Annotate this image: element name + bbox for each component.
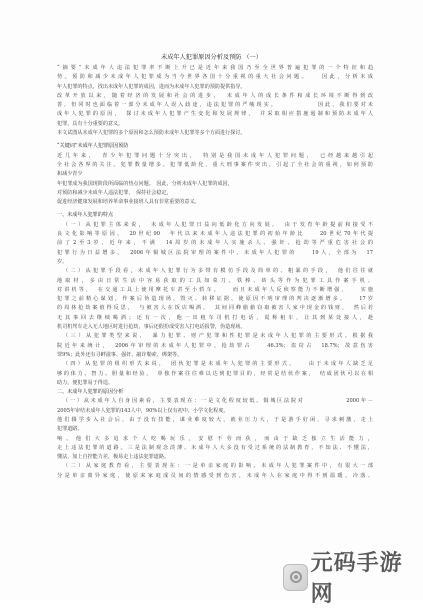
text-line: 前了2至3岁，近年来，不满 14周岁的未成年人实施杀人、强奸、抢劫等严重危害社会的: [57, 240, 373, 247]
text-line: （二）从家庭教育看，主要表现在：一是单亲家庭的影响。未成年人犯罪案件中，有很大一部: [63, 463, 373, 470]
text-line: “关键词”未成年人犯罪原因预防: [57, 143, 129, 150]
watermark-text: 元码手游网: [310, 551, 403, 607]
text-line: 响。他们大多追求个人吃喝玩乐，安慰不劳而获，而由于缺乏独立生活能力，: [57, 435, 373, 442]
text-line: （一）从未成年人自身因素看，主要表现在：一是文化程度较低。铜城区法院对 2000年－: [63, 398, 373, 405]
watermark: [283, 551, 415, 607]
text-line: 机司机驾车走入无人地区时进行抢劫，事后还假扮成受害人打电话报警，伪造现场。: [57, 324, 246, 331]
text-line: 犯罪，具有十分重要的意义。: [57, 120, 124, 127]
text-line: 犯罪之前精心谋划，作案后伪造现场，毁灭、转移证据，使原因不明审理的判决逐渐增多。 17岁: [57, 296, 373, 303]
text-line: 助力，便犯罪易于得逞。: [57, 379, 114, 386]
text-line: （二）从犯罪手段看，未成年人犯罪行为多带有模仿手段及简单的、粗暴的手段， 他们往往就: [63, 268, 373, 275]
text-line: 岁。: [57, 258, 68, 265]
text-line: 罪9%；此外还有寻衅滋事、强奸、敲诈勒索、绑架等。: [57, 351, 183, 358]
text-line: 本文试图从未成年人犯罪的多个原因和怎么预防未成年人犯罪等多个方面进行探讨。: [57, 130, 246, 137]
text-line: 改革开放以来，随着经济的发展和社会的进步， 未成年人的成长条件和成长环境不断得到改: [57, 92, 373, 99]
text-line: 够的体力、智力、胆量和经验， 单独作案往往难以达到犯罪目的，经常是结伙作案， 结成团伙可以在相: [57, 370, 373, 377]
text-line: “摘要”未成年人违法犯罪率不断上升已是近年来我国乃至全世界普遍犯罪的一个特征和趋: [57, 65, 373, 71]
text-line: 懂法，加上自控能力差，极易走上违法犯罪道路。: [57, 454, 170, 461]
text-line: 无其事回去继续喝酒；还有一次，他一出租车司机打电话，谎称租车，让其到某处接人，趁: [57, 314, 373, 321]
text-line: 年人犯罪的特点，找出未成年人犯罪的成因，进而为未成年人犯罪的预防提供指导。: [57, 83, 246, 90]
text-line: 2005年审结未成年人犯罪的143人中，90%以上仅有初中、小学文化程度。: [57, 407, 229, 414]
text-line: 他们辍学步入社会后，由于没有技能，谋业难度较大，就业压力大，于是游手好闲，寻求刺激，走上: [57, 416, 373, 423]
text-line: 势。预防和减少未成年人犯罪成为当今世界各国十分重视的重大社会问题。 因此，分析未成: [57, 74, 373, 81]
document-body: [57, 64, 373, 481]
text-line: 院近年来统计， 2006年审理的未成年人犯罪中，抢劫罪占 46.3%；盗窃占 18.7%；故意伤害: [57, 342, 373, 349]
text-line: 犯罪道路。: [57, 426, 83, 433]
text-line: （三）从犯罪类型来说， 暴力犯罪、财产犯罪和性犯罪是未成年人犯罪的主要形式。根据我: [63, 333, 373, 340]
text-line: 和减少青少: [57, 171, 83, 178]
text-line: 促进经济健康发展和培养革命事业接班人具有非常重要的意义。: [57, 199, 200, 206]
text-line: 的周林抢劫案值得反思， 与被害人在饭店喝酒， 其间同峰偷偷窃取被害人家中现金的钱财， 然后若: [57, 305, 373, 312]
text-line: （四）从犯罪的组织形式来说， 团伙犯罪是未成年人犯罪的主要形式。 由于未成年人缺乏足: [63, 361, 373, 368]
app-logo-icon: [283, 564, 308, 591]
text-line: 全社会各界的关注。犯罪数量增多，犯罪低龄化，重大刑事案件突出，引起了全社会的重视，如何预防: [57, 161, 373, 168]
document-title: 未成年人犯罪原因分析及预防 （一）: [161, 54, 262, 61]
text-line: 分是单亲离异家庭，使原来家庭成员间的情感受到伤害，未成年人在家庭中得不到温暖，冷落、: [57, 472, 373, 479]
text-line: 走上违法犯罪的道路。三是法制观念淡薄。未成年人大多没有受过系统的法制教育，不知法、不懂法，: [57, 444, 373, 451]
text-line: 对预防和减少未成年人违法犯罪， 保持社会稳定，: [57, 189, 172, 196]
text-line: 犯罪行为日益增多。 2006年铜城区法院审理的案件中，未成年人犯罪的 19人，全部为 17: [57, 249, 373, 256]
text-line: （一）从犯罪主体来说， 未成年人犯罪日益向低龄化方向发展。 由于发育年龄提前和接受不: [63, 221, 373, 228]
text-line: 良文化影响等原因， 20世纪90 年代以来未成年人违法犯罪的初始年龄比 20世纪70年代提: [57, 231, 373, 238]
text-line: 近几年来， 青少年犯罪问题十分突出， 特别是我国未成年人犯罪问题， 已经越来越引起: [57, 152, 373, 159]
text-line: 成年人犯罪的原因， 探讨未成年人犯罪产生变化和发展规律， 并采取相应措施遏制和预防未成年人: [57, 111, 373, 118]
text-line: 对讲机等， 在交通工具上使用摩托车甚至小轿车。 而且未成年人反侦察能力不断增强， 实施: [57, 286, 373, 293]
text-line: 年犯罪成为我国现阶段所面临的热点问题。 因此，分析未成年人犯罪的成因，: [57, 180, 233, 187]
text-line: 善，但同时也面临着一部分未成年人误入歧途，违法犯罪的严峻现实。 因此，我们要对未: [57, 102, 373, 109]
text-line: 一、未成年人犯罪的特点: [57, 212, 114, 219]
text-line: 地取材，多由日常生活中容易获取的工具如菜刀、铁棒、砖头等作为犯罪工具作案手机、: [57, 277, 373, 284]
text-line: 二、未成年人犯罪的原因分析: [57, 389, 124, 396]
